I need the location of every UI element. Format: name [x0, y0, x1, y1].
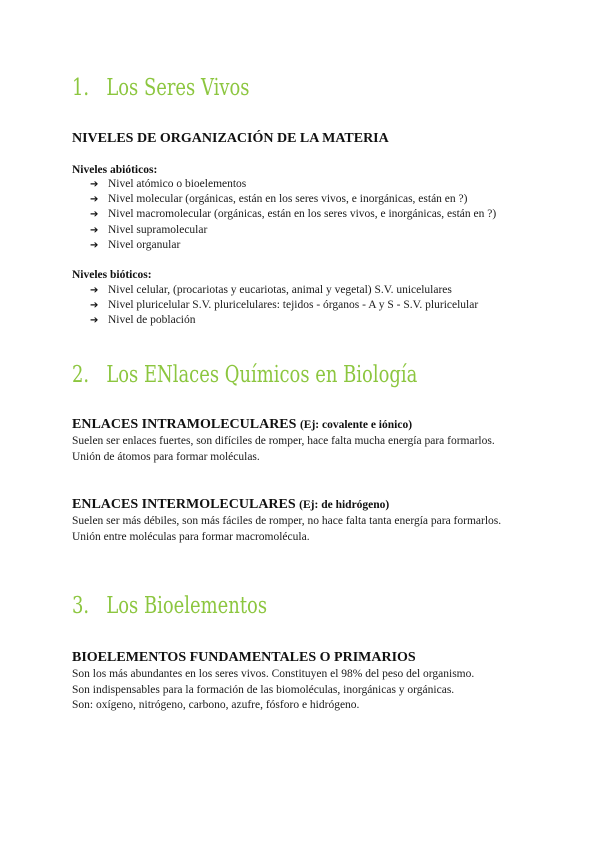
arrow-right-icon: ➔ — [90, 315, 99, 327]
section-2-title — [72, 362, 417, 388]
arrow-right-icon: ➔ — [90, 224, 99, 236]
list-item: ➔ Nivel macromolecular (orgánicas, están en los seres vivos, e inorgánicas, están en ?) — [90, 207, 496, 222]
arrow-right-icon: ➔ — [90, 300, 99, 312]
paragraph-line: Suelen ser enlaces fuertes, son difíciles de romper, hace falta mucha energía para formarlos. — [72, 435, 495, 447]
paragraph-line: Son los más abundantes en los seres vivos. Constituyen el 98% del peso del organismo. — [72, 668, 475, 680]
section-2-number: 2. — [72, 362, 90, 388]
intermolecular-heading: ENLACES INTERMOLECULARES (Ej: de hidrógeno) — [72, 497, 390, 512]
paragraph-line: Suelen ser más débiles, son más fáciles de romper, no hace falta tanta energía para formarlos. — [72, 515, 502, 527]
abiotic-levels-label: Niveles abióticos: — [72, 164, 158, 176]
paragraph-line: Son: oxígeno, nitrógeno, carbono, azufre, fósforo e hidrógeno. — [72, 699, 360, 711]
paragraph-line: Son indispensables para la formación de las biomoléculas, inorgánicas y orgánicas. — [72, 683, 455, 696]
list-item: ➔ Nivel pluricelular S.V. pluricelulares: tejidos - órganos - A y S - S.V. pluricelular — [90, 298, 478, 313]
intermolecular-text — [72, 514, 532, 545]
paragraph-line: Unión entre moléculas para formar macromolécula. — [72, 530, 310, 543]
list-item: ➔ Nivel de población — [90, 313, 478, 328]
bioelements-text — [72, 667, 532, 714]
biotic-levels-list — [90, 283, 478, 329]
list-item: ➔ Nivel molecular (orgánicas, están en los seres vivos, e inorgánicas, están en ?) — [90, 192, 496, 207]
section-1-title — [72, 75, 249, 101]
biotic-levels-label: Niveles bióticos: — [72, 269, 152, 281]
intramolecular-heading: ENLACES INTRAMOLECULARES (Ej: covalente e iónico) — [72, 417, 413, 432]
section-3-number: 3. — [72, 593, 90, 619]
list-item: ➔ Nivel celular, (procariotas y eucariotas, animal y vegetal) S.V. unicelulares — [90, 283, 478, 298]
arrow-right-icon: ➔ — [90, 194, 99, 206]
list-item: ➔ Nivel atómico o bioelementos — [90, 177, 496, 192]
section-2-title-text: Los ENlaces Químicos en Biología — [106, 362, 418, 388]
intramolecular-example: (Ej: covalente e iónico) — [299, 419, 413, 431]
list-item: ➔ Nivel supramolecular — [90, 223, 496, 238]
section-3-title — [72, 593, 267, 619]
arrow-right-icon: ➔ — [90, 209, 99, 221]
section-3-title-text: Los Bioelementos — [106, 593, 268, 619]
arrow-right-icon: ➔ — [90, 179, 99, 190]
section-1-number: 1. — [72, 75, 90, 101]
abiotic-levels-list — [90, 177, 496, 253]
paragraph-line: Unión de átomos para formar moléculas. — [72, 450, 260, 463]
section-1-subheading: NIVELES DE ORGANIZACIÓN DE LA MATERIA — [72, 131, 389, 146]
bioelements-heading: BIOELEMENTOS FUNDAMENTALES O PRIMARIOS — [72, 650, 416, 665]
intermolecular-example: (Ej: de hidrógeno) — [299, 499, 390, 511]
list-item: ➔ Nivel organular — [90, 238, 496, 253]
section-1-title-text: Los Seres Vivos — [106, 75, 250, 101]
intramolecular-text — [72, 434, 532, 465]
arrow-right-icon: ➔ — [90, 285, 99, 296]
arrow-right-icon: ➔ — [90, 239, 99, 251]
